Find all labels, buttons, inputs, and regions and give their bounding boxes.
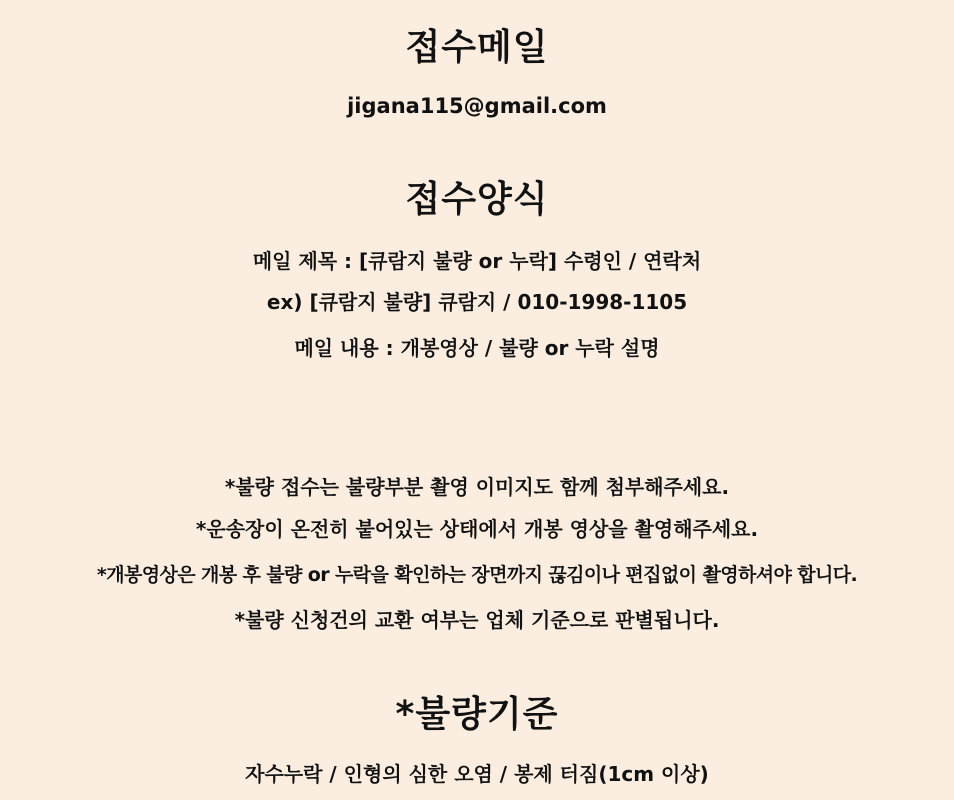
defect-criteria-heading: *불량기준	[395, 694, 559, 735]
reception-email-address[interactable]: jigana115@gmail.com	[347, 94, 607, 118]
reception-form-heading: 접수양식	[405, 179, 549, 220]
form-line-mail-subject: 메일 제목 : [큐람지 불량 or 누락] 수령인 / 연락처	[252, 249, 702, 273]
notice-line-exchange-policy: *불량 신청건의 교환 여부는 업체 기준으로 판별됩니다.	[234, 608, 720, 632]
notice-line-photo: *불량 접수는 불량부분 촬영 이미지도 함께 첨부해주세요.	[224, 475, 730, 499]
notice-line-unboxing-video: *개봉영상은 개봉 후 불량 or 누락을 확인하는 장면까지 끊김이나 편집없이 촬영하셔야 합니다.	[96, 564, 858, 586]
form-line-mail-body: 메일 내용 : 개봉영상 / 불량 or 누락 설명	[294, 336, 660, 360]
notice-line-waybill: *운송장이 온전히 붙어있는 상태에서 개봉 영상을 촬영해주세요.	[195, 517, 759, 541]
form-line-example: ex) [큐람지 불량] 큐람지 / 010-1998-1105	[266, 290, 688, 314]
reception-email-heading: 접수메일	[405, 27, 549, 68]
defect-criteria-line: 자수누락 / 인형의 심한 오염 / 봉제 터짐(1cm 이상)	[245, 762, 709, 786]
